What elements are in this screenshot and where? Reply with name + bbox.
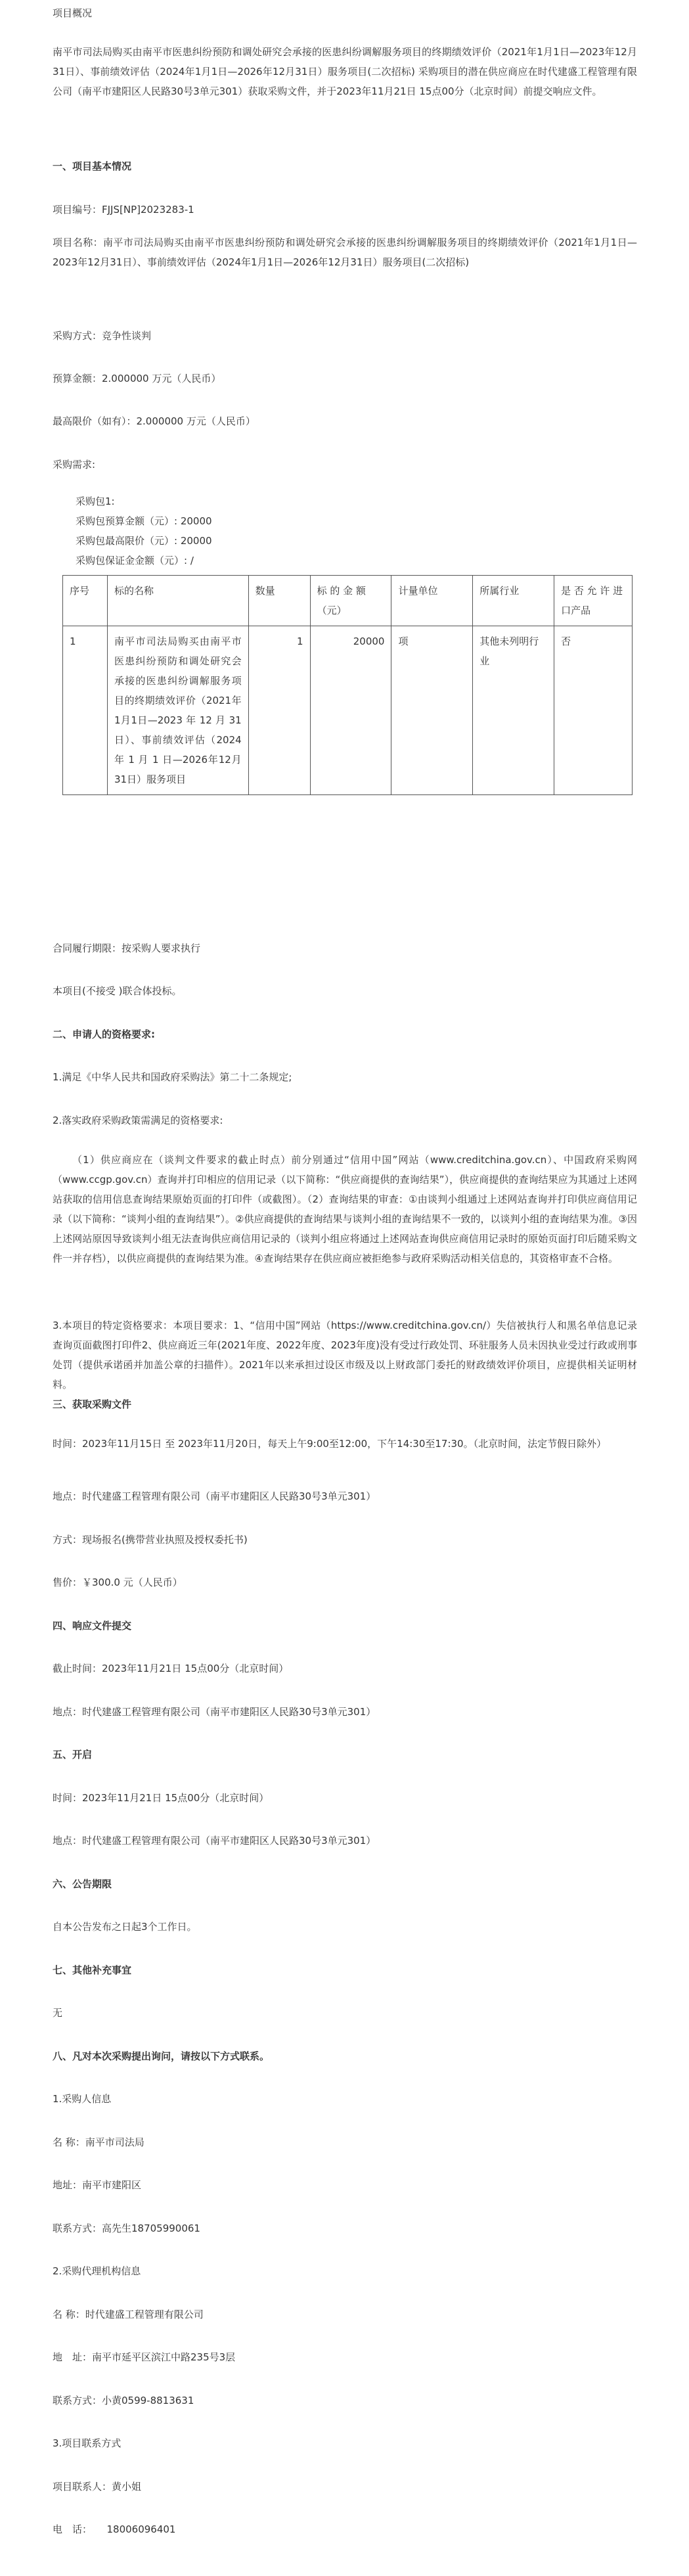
qualification-1: 1.满足《中华人民共和国政府采购法》第二十二条规定; [53,1071,292,1083]
table-header: 计量单位 [391,576,473,626]
table-header: 所属行业 [473,576,554,626]
package-name: 采购包1: [76,495,115,507]
agency-name: 名 称：时代建盛工程管理有限公司 [53,2309,204,2320]
budget-amount: 预算金额：2.000000 万元（人民币） [53,373,221,384]
obtain-way: 方式：现场报名(携带营业执照及授权委托书) [53,1534,248,1546]
agency-info-title: 2.采购代理机构信息 [53,2265,141,2277]
purchaser-address: 地址：南平市建阳区 [53,2179,142,2191]
consortium-note: 本项目(不接受 )联合体投标。 [53,985,182,997]
cell-amount: 20000 [310,626,391,795]
overview-title: 项目概况 [53,7,93,19]
section-3-heading: 三、获取采购文件 [53,1398,132,1410]
table-header: 标的名称 [107,576,248,626]
agency-contact: 联系方式：小黄0599-8813631 [53,2395,194,2406]
contract-term: 合同履行期限：按采购人要求执行 [53,942,201,954]
qualification-2: 2.落实政府采购政策需满足的资格要求: [53,1115,223,1126]
submit-deadline: 截止时间：2023年11月21日 15点00分（北京时间） [53,1663,289,1674]
purchaser-contact: 联系方式：高先生18705990061 [53,2222,200,2234]
agency-address: 地 址：南平市延平区滨江中路235号3层 [53,2351,236,2363]
project-contact-person: 项目联系人：黄小姐 [53,2481,142,2493]
purchaser-info-title: 1.采购人信息 [53,2093,112,2105]
project-contact-phone: 电 话： 18006096401 [53,2523,176,2535]
section-7-heading: 七、其他补充事宜 [53,1964,132,1976]
demand-label: 采购需求: [53,459,96,471]
table-header: 序号 [63,576,108,626]
submit-place: 地点：时代建盛工程管理有限公司（南平市建阳区人民路30号3单元301） [53,1706,376,1718]
opening-time: 时间：2023年11月21日 15点00分（北京时间） [53,1792,269,1804]
qualification-2-body: （1）供应商应在（谈判文件要求的截止时点）前分别通过“信用中国”网站（www.creditchina.gov.cn）、中国政府采购网（www.ccgp.gov.cn）查询并打印相应的信用记录（以下简称：“供应商提供的查询结果”），供应商提供的查询结果应为其通过上述网站获取的信用信息查询结果原始页面的打印件（或截图）。（2）查询结果的审查：①由谈判小组通过上述网站查询并打印供应商信用记录（以下简称：“谈判小组的查询结果”）。②供应商提供的查询结果与谈判小组的查询结果不一致的，以谈判小组的查询结果为准。③因上述网站原因导致谈判小组无法查询供应商信用记录的（谈判小组应将通过上述网站查询供应商信用记录时的原始页面打印后随采购文件一并存档），以供应商提供的查询结果为准。④查询结果存在供应商应被拒绝参与政府采购活动相关信息的，其资格审查不合格。 [53,1154,637,1264]
package-max: 采购包最高限价（元）: 20000 [76,535,212,547]
package-budget: 采购包预算金额（元）: 20000 [76,515,212,527]
section-8-heading: 八、凡对本次采购提出询问，请按以下方式联系。 [53,2050,270,2062]
table-row [63,626,633,795]
cell-industry: 其他未列明行业 [473,626,554,795]
project-name: 项目名称：南平市司法局购买由南平市医患纠纷预防和调处研究会承接的医患纠纷调解服务项目的终期绩效评价（2021年1月1日—2023年12月31日）、事前绩效评估（2024年1月1日—2026年12月31日）服务项目(二次招标) [53,237,637,268]
obtain-time: 时间：2023年11月15日 至 2023年11月20日，每天上午9:00至12:00，下午14:30至17:30。（北京时间，法定节假日除外） [53,1438,607,1450]
opening-place: 地点：时代建盛工程管理有限公司（南平市建阳区人民路30号3单元301） [53,1835,376,1847]
cell-qty: 1 [248,626,310,795]
notice-period: 自本公告发布之日起3个工作日。 [53,1921,197,1933]
cell-unit: 项 [391,626,473,795]
table-header: 数量 [248,576,310,626]
package-deposit: 采购包保证金金额（元）: / [76,555,194,566]
table-header-row [63,576,633,626]
section-1-heading: 一、项目基本情况 [53,160,132,172]
overview-body: 南平市司法局购买由南平市医患纠纷预防和调处研究会承接的医患纠纷调解服务项目的终期绩效评价（2021年1月1日—2023年12月31日）、事前绩效评估（2024年1月1日—2026年12月31日）服务项目(二次招标) 采购项目的潜在供应商应在时代建盛工程管理有限公司（南平市建阳区人民路30号3单元301）获取采购文件，并于2023年11月21日 15点00分（北京时间）前提交响应文件。 [53,46,637,97]
procurement-method: 采购方式：竞争性谈判 [53,330,152,342]
section-6-heading: 六、公告期限 [53,1878,112,1890]
purchaser-name: 名 称：南平市司法局 [53,2136,144,2148]
section-2-heading: 二、申请人的资格要求: [53,1028,155,1040]
table-header: 是 否 允 许 进 口产品 [554,576,633,626]
document-price: 售价：￥300.0 元（人民币） [53,1576,183,1588]
project-number: 项目编号：FJJS[NP]2023283-1 [53,204,194,216]
items-table [62,575,633,795]
cell-name: 南平市司法局购买由南平市医患纠纷预防和调处研究会承接的医患纠纷调解服务项目的终期绩效评价（2021年1月1日—2023 年 12 月 31日）、事前绩效评估（2024 年 1 月 1 日—2026年12月31日）服务项目 [107,626,248,795]
other-matters: 无 [53,2007,63,2019]
section-5-heading: 五、开启 [53,1749,93,1760]
obtain-place: 地点：时代建盛工程管理有限公司（南平市建阳区人民路30号3单元301） [53,1490,376,1502]
cell-import: 否 [554,626,633,795]
project-contact-title: 3.项目联系方式 [53,2437,122,2449]
table-header: 标 的 金 额（元） [310,576,391,626]
cell-no: 1 [63,626,108,795]
qualification-3: 3.本项目的特定资格要求：本项目要求：1、“信用中国”网站（https://www.creditchina.gov.cn/）失信被执行人和黑名单信息记录查询页面截图打印件2、供应商近三年(2021年度、2022年度、2023年度)没有受过行政处罚、环驻服务人员未因执业受过行政或刑事处罚（提供承诺函并加盖公章的扫描件）。2021年以来承担过设区市级及以上财政部门委托的财政绩效评价项目，应提供相关证明材料。 [53,1320,637,1391]
section-4-heading: 四、响应文件提交 [53,1620,132,1632]
max-price: 最高限价（如有）：2.000000 万元（人民币） [53,415,256,427]
